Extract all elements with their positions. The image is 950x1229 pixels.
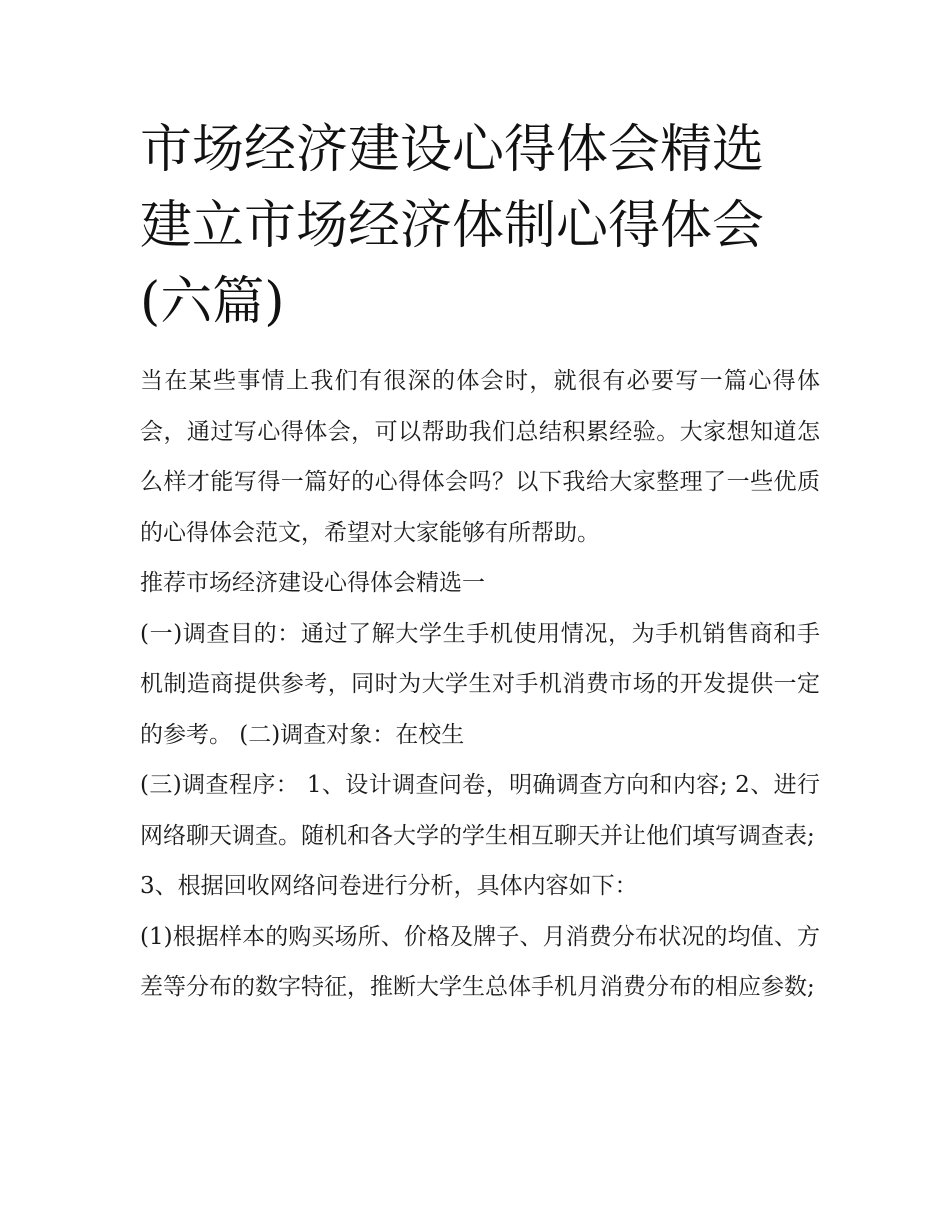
- section-heading: 推荐市场经济建设心得体会精选一: [140, 570, 485, 596]
- analysis-paragraph: 3、根据回收网络问卷进行分析，具体内容如下：: [140, 873, 638, 899]
- document-page: [140, 112, 820, 1013]
- intro-paragraph: 当在某些事情上我们有很深的体会时，就很有必要写一篇心得体会，通过写心得体会，可以帮助我们总结积累经验。大家想知道怎么样才能写得一篇好的心得体会吗？以下我给大家整理了一些优质的心得体会范文，希望对大家能够有所帮助。: [140, 368, 820, 546]
- survey-procedure-paragraph: (三)调查程序： 1、设计调查问卷，明确调查方向和内容; 2、进行网络聊天调查。随机和各大学的学生相互聊天并让他们填写调查表;: [140, 772, 820, 849]
- document-title: 市场经济建设心得体会精选 建立市场经济体制心得体会(六篇): [140, 120, 765, 332]
- document-body: [140, 356, 820, 1013]
- survey-purpose-paragraph: (一)调查目的：通过了解大学生手机使用情况，为手机销售商和手机制造商提供参考，同时为大学生对手机消费市场的开发提供一定的参考。 (二)调查对象：在校生: [140, 620, 820, 748]
- analysis-item-paragraph: (1)根据样本的购买场所、价格及牌子、月消费分布状况的均值、方差等分布的数字特征，推断大学生总体手机月消费分布的相应参数;: [140, 923, 820, 1000]
